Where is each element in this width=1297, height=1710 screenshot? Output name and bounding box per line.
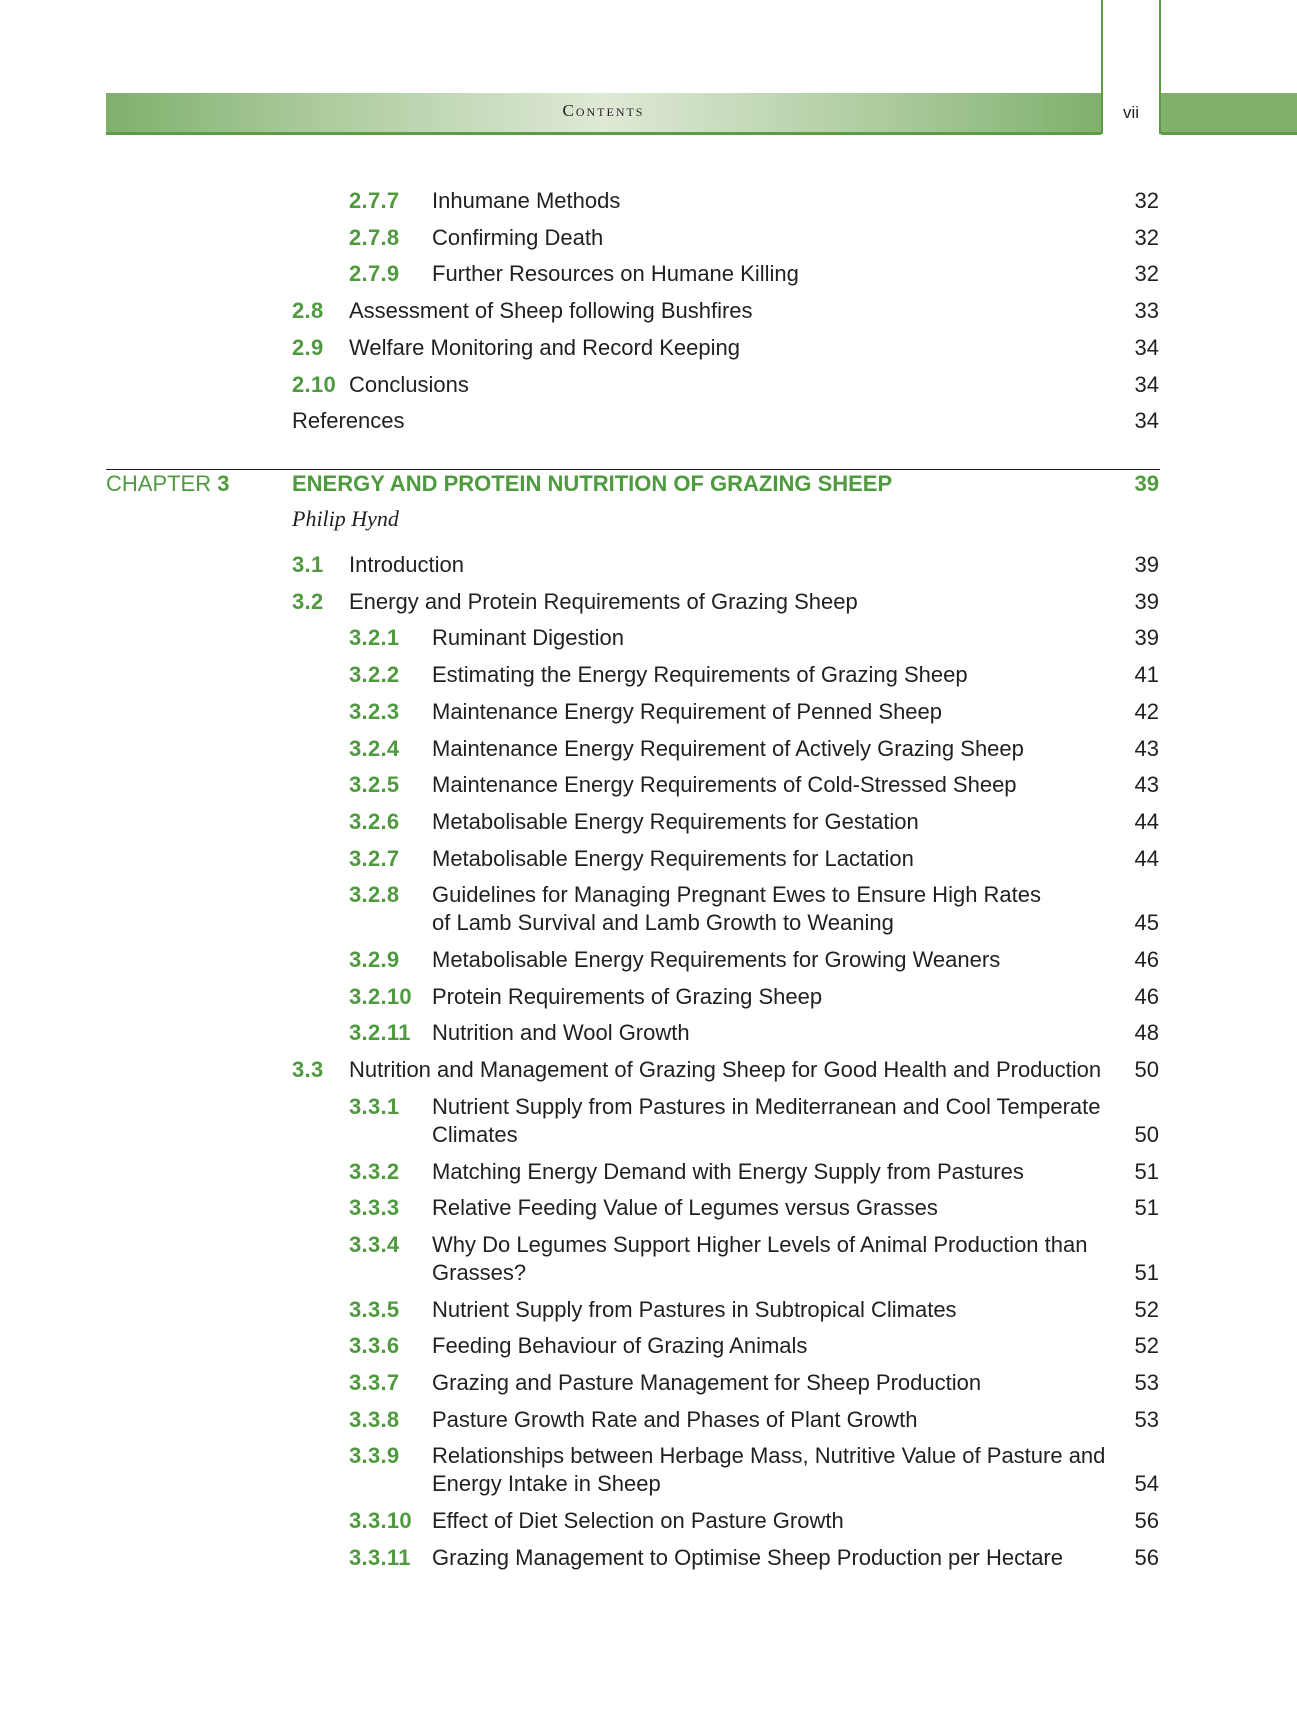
toc-entry-title: Nutrient Supply from Pastures in Subtropical Climates <box>432 1296 957 1322</box>
toc-entry-page: 32 <box>1134 261 1159 287</box>
toc-entry-title: Maintenance Energy Requirement of Actively Grazing Sheep <box>432 735 1024 761</box>
toc-entry-title: Effect of Diet Selection on Pasture Growth <box>432 1508 844 1534</box>
toc-entry-title-continued: of Lamb Survival and Lamb Growth to Weaning <box>432 910 894 936</box>
toc-entry-page: 52 <box>1134 1333 1159 1359</box>
toc-entry-number: 3.3.5 <box>349 1296 400 1322</box>
toc-entry-title: Nutrition and Wool Growth <box>432 1020 690 1046</box>
toc-entry-number: 3.3.4 <box>349 1231 400 1257</box>
toc-entry-page: 34 <box>1134 371 1159 397</box>
toc-entry-number: 3.3.7 <box>349 1370 400 1395</box>
toc-entry-page: 39 <box>1134 625 1159 651</box>
toc-entry-number: 3.2.4 <box>349 735 400 761</box>
toc-entry-title: Further Resources on Humane Killing <box>432 261 799 287</box>
toc-entry-title: Energy and Protein Requirements of Grazing Sheep <box>349 588 858 614</box>
toc-entry-number: 3.2.5 <box>349 772 400 798</box>
toc-entry-title: Metabolisable Energy Requirements for Lactation <box>432 845 914 871</box>
toc-entry-number: 3.3.10 <box>349 1508 412 1534</box>
toc-entry-page: 51 <box>1134 1158 1159 1184</box>
toc-entry-page: 39 <box>1134 588 1159 614</box>
chapter-label-text: CHAPTER <box>106 471 212 496</box>
toc-entry-number: 3.2.1 <box>349 625 400 651</box>
toc-entry-number: 3.3.6 <box>349 1333 400 1359</box>
toc-entry-title: Maintenance Energy Requirement of Penned Sheep <box>432 698 943 724</box>
toc-entry-page: 41 <box>1134 662 1159 688</box>
toc-entry-title: Welfare Monitoring and Record Keeping <box>349 334 740 360</box>
toc-entry-title: Nutrition and Management of Grazing Sheep for Good Health and Production <box>349 1057 1102 1083</box>
toc-entry-number: 3.3.2 <box>349 1158 400 1184</box>
toc-entry-page: 32 <box>1134 188 1159 213</box>
toc-entry-number: 3.2.10 <box>349 983 412 1009</box>
toc-entry-title: Conclusions <box>349 371 469 397</box>
chapter-page: 39 <box>1134 471 1159 496</box>
toc-entry-number: 2.7.8 <box>349 224 400 250</box>
toc-entry-number: 2.7.7 <box>349 188 400 213</box>
toc-entry-page: 39 <box>1134 552 1159 577</box>
toc-entry-page: 46 <box>1134 983 1159 1009</box>
toc-entry-page: 43 <box>1134 735 1159 761</box>
toc-entry-page: 52 <box>1134 1296 1159 1322</box>
toc-entry-number: 3.2.7 <box>349 845 400 871</box>
toc-entry-number: 3.3.9 <box>349 1443 400 1469</box>
toc-entry-title: Inhumane Methods <box>432 188 621 213</box>
toc-entry-title: Ruminant Digestion <box>432 625 624 651</box>
header-divider-left <box>1101 0 1103 134</box>
toc-entry-title-continued: Grasses? <box>432 1259 527 1285</box>
toc-entry-title: Guidelines for Managing Pregnant Ewes to Ensure High Rates <box>432 882 1042 908</box>
toc-entry-page: 42 <box>1134 698 1159 724</box>
toc-entry-title: Relationships between Herbage Mass, Nutritive Value of Pasture and <box>432 1443 1106 1469</box>
toc-entry-page: 50 <box>1134 1057 1159 1083</box>
toc-entry-number: 3.3.3 <box>349 1195 400 1221</box>
toc-entry-number: 3.2.6 <box>349 808 400 834</box>
toc-entry-page: 45 <box>1134 910 1159 936</box>
toc-entry-number: 3.2.3 <box>349 698 400 724</box>
page-number: vii <box>1122 103 1140 122</box>
chapter-label[interactable] <box>106 470 230 498</box>
toc-entry-title: Nutrient Supply from Pastures in Mediterranean and Cool Temperate <box>432 1093 1101 1119</box>
toc-entry-number: 3.3 <box>292 1057 324 1083</box>
chapter-number: 3 <box>217 471 230 496</box>
toc-entry-number: 2.9 <box>292 334 324 360</box>
toc-entry-page: 33 <box>1134 298 1159 324</box>
toc-entry-number: 3.2.11 <box>349 1020 411 1046</box>
toc-entry-title: Metabolisable Energy Requirements for Growing Weaners <box>432 947 1001 972</box>
toc-entry-title: Maintenance Energy Requirements of Cold-Stressed Sheep <box>432 772 1017 798</box>
toc-entry-title: Grazing and Pasture Management for Sheep Production <box>432 1370 982 1395</box>
toc-entry-page: 44 <box>1134 808 1159 834</box>
toc-entry-page: 53 <box>1134 1406 1159 1432</box>
toc-entry-number: 3.1 <box>292 552 324 577</box>
toc-entry-number: 3.3.8 <box>349 1406 400 1432</box>
toc-entry-page: 48 <box>1134 1020 1159 1046</box>
toc-entry-title: Confirming Death <box>432 224 604 250</box>
toc-entry-title-continued: Climates <box>432 1121 518 1147</box>
toc-entry-page: 34 <box>1134 408 1159 434</box>
toc-entry-number: 3.2.9 <box>349 947 400 972</box>
toc-entry-number: 2.7.9 <box>349 261 400 287</box>
toc-entry-title: Protein Requirements of Grazing Sheep <box>432 983 823 1009</box>
header-corner-bar <box>1161 93 1297 135</box>
toc-entry-page: 50 <box>1134 1121 1159 1147</box>
toc-entry-title: Relative Feeding Value of Legumes versus Grasses <box>432 1195 938 1221</box>
toc-entry-title: Estimating the Energy Requirements of Grazing Sheep <box>432 662 968 688</box>
chapter-title[interactable]: ENERGY AND PROTEIN NUTRITION OF GRAZING SHEEP <box>292 471 893 496</box>
toc-entry-number: 2.8 <box>292 298 324 324</box>
toc-entry-page: 44 <box>1134 845 1159 871</box>
toc-entry-number: 2.10 <box>292 371 337 397</box>
toc-entry-page: 43 <box>1134 772 1159 798</box>
toc-entry-page: 34 <box>1134 334 1159 360</box>
toc-entry-title-continued: Energy Intake in Sheep <box>432 1471 661 1497</box>
toc-entry-number: 3.2.2 <box>349 662 400 688</box>
running-header <box>106 93 1101 135</box>
toc-entry-page: 51 <box>1134 1195 1159 1221</box>
toc-entry-title: Introduction <box>349 552 464 577</box>
toc-entry-number: 3.3.1 <box>349 1093 400 1119</box>
toc-entry-page: 56 <box>1134 1508 1159 1534</box>
toc-entry-number: 3.2 <box>292 588 324 614</box>
toc-entry-page: 32 <box>1134 224 1159 250</box>
toc-entry-number: 3.2.8 <box>349 882 400 908</box>
toc-entry-title: Grazing Management to Optimise Sheep Production per Hectare <box>432 1544 1063 1570</box>
toc-entry-title: Why Do Legumes Support Higher Levels of Animal Production than <box>432 1231 1088 1257</box>
toc-entry-number: 3.3.11 <box>349 1544 411 1570</box>
toc-entry-page: 54 <box>1134 1471 1159 1497</box>
toc-entry-title: Matching Energy Demand with Energy Supply from Pastures <box>432 1158 1024 1184</box>
toc-entry-title: Metabolisable Energy Requirements for Gestation <box>432 808 919 834</box>
toc-entry-title: Pasture Growth Rate and Phases of Plant Growth <box>432 1406 918 1432</box>
toc-entry-page: 53 <box>1134 1370 1159 1395</box>
toc-entry-page: 56 <box>1134 1544 1159 1570</box>
running-header-title: Contents <box>562 101 645 120</box>
chapter-author: Philip Hynd <box>292 506 399 531</box>
toc-entry-page: 46 <box>1134 947 1159 972</box>
toc-entry-page: 51 <box>1134 1259 1159 1285</box>
toc-entry-title: Assessment of Sheep following Bushfires <box>349 298 753 324</box>
toc-entry-title: Feeding Behaviour of Grazing Animals <box>432 1333 808 1359</box>
toc-entry-title: References <box>292 408 405 434</box>
